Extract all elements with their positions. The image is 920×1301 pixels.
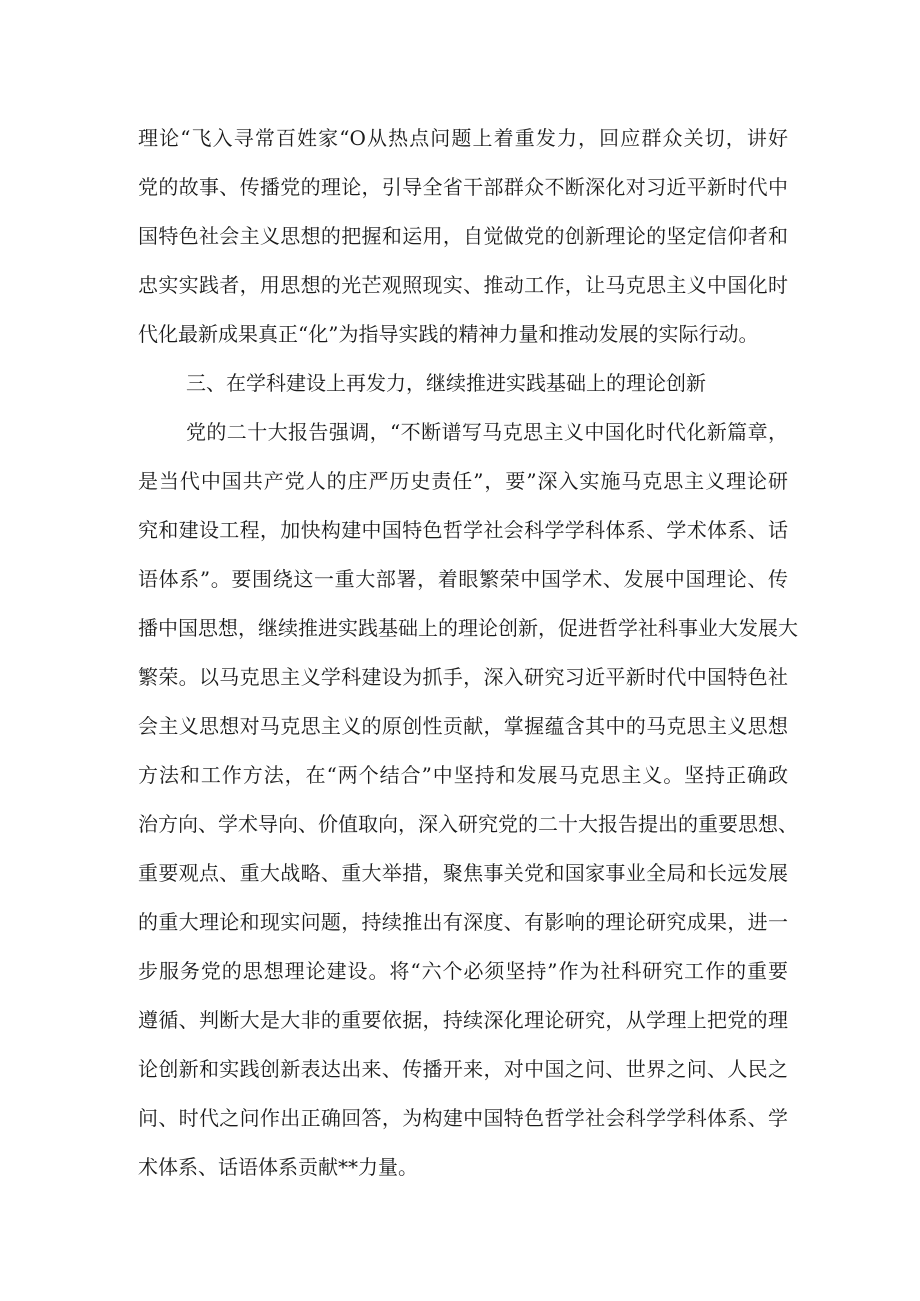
text-line: 理论“飞入寻常百姓家“O从热点问题上着重发力，回应群众关切，讲好 — [138, 126, 788, 150]
paragraph-end-line: 术体系、话语体系贡献**力量。 — [138, 1155, 418, 1179]
text-line: 会主义思想对马克思主义的原创性贡献，掌握蕴含其中的马克思主义思想 — [138, 714, 788, 738]
text-line: 问、时代之问作出正确回答，为构建中国特色哲学社会科学学科体系、学 — [138, 1106, 788, 1130]
text-line: 究和建设工程，加快构建中国特色哲学社会科学学科体系、学术体系、话 — [138, 518, 788, 542]
text-line: 党的故事、传播党的理论，引导全省干部群众不断深化对习近平新时代中 — [138, 175, 788, 199]
text-line: 播中国思想，继续推进实践基础上的理论创新，促进哲学社科事业大发展大 — [138, 616, 798, 640]
text-line: 方法和工作方法，在“两个结合”中坚持和发展马克思主义。坚持正确政 — [138, 763, 788, 787]
paragraph-first-line: 党的二十大报告强调，“不断谱写马克思主义中国化时代化新篇章， — [186, 420, 788, 444]
text-line: 的重大理论和现实问题，持续推出有深度、有影响的理论研究成果，进一 — [138, 910, 788, 934]
paragraph-end-line: 代化最新成果真正“化”为指导实践的精神力量和推动发展的实际行动。 — [138, 322, 759, 346]
text-line: 忠实实践者，用思想的光芒观照现实、推动工作，让马克思主义中国化时 — [138, 273, 788, 297]
text-line: 治方向、学术导向、价值取向，深入研究党的二十大报告提出的重要思想、 — [138, 812, 798, 836]
text-line: 论创新和实践创新表达出来、传播开来，对中国之问、世界之问、人民之 — [138, 1057, 788, 1081]
text-line: 繁荣。以马克思主义学科建设为抓手，深入研究习近平新时代中国特色社 — [138, 665, 788, 689]
text-line: 语体系”。要围绕这一重大部署，着眼繁荣中国学术、发展中国理论、传 — [138, 567, 788, 591]
text-line: 是当代中国共产党人的庄严历史责任”，要”深入实施马克思主义理论研 — [138, 469, 788, 493]
section-heading: 三、在学科建设上再发力，继续推进实践基础上的理论创新 — [186, 371, 706, 395]
text-line: 国特色社会主义思想的把握和运用，自觉做党的创新理论的坚定信仰者和 — [138, 224, 788, 248]
text-line: 步服务党的思想理论建设。将“六个必须坚持”作为社科研究工作的重要 — [138, 959, 788, 983]
text-line: 重要观点、重大战略、重大举措，聚焦事关党和国家事业全局和长远发展 — [138, 861, 788, 885]
text-line: 遵循、判断大是大非的重要依据，持续深化理论研究，从学理上把党的理 — [138, 1008, 788, 1032]
